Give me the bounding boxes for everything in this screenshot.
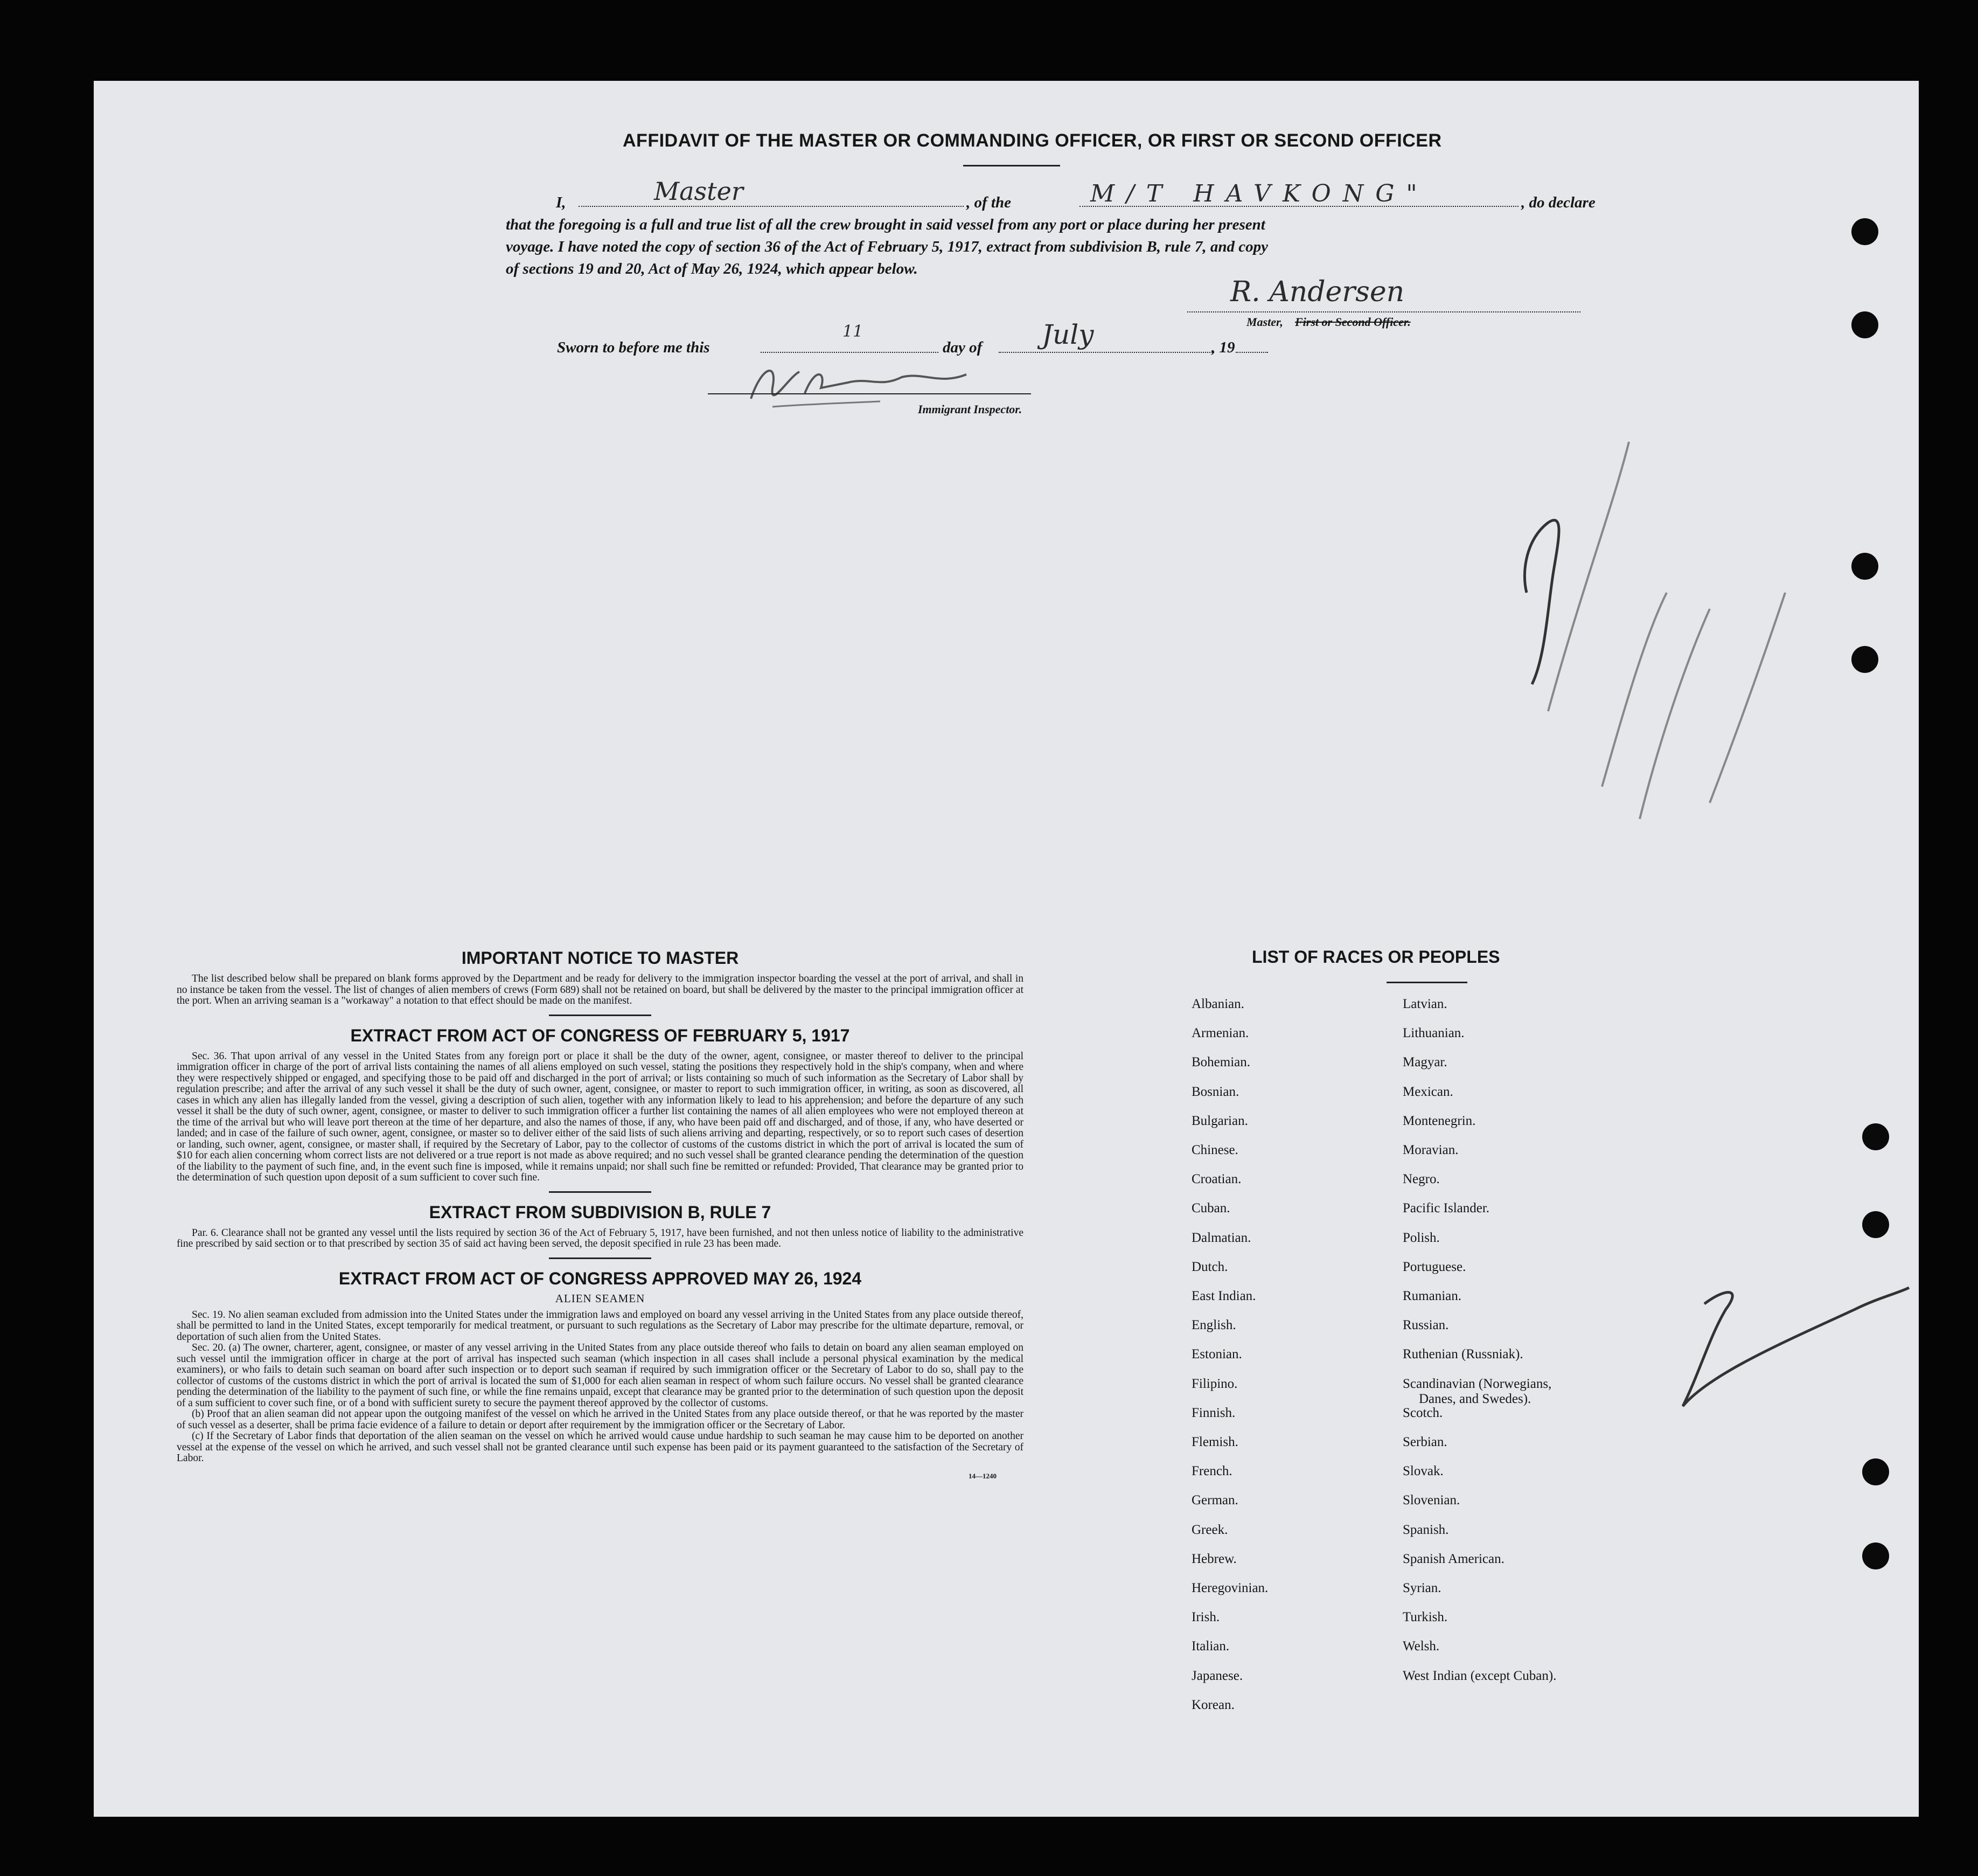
affidavit-title: AFFIDAVIT OF THE MASTER OR COMMANDING OFFICER, OR FIRST OR SECOND OFFICER [623, 130, 1442, 151]
race-item: Greek. [1192, 1522, 1228, 1537]
extract1924-title: EXTRACT FROM ACT OF CONGRESS APPROVED MAY 26, 1924 [338, 1268, 862, 1288]
race-item: Croatian. [1192, 1172, 1242, 1187]
race-item: Japanese. [1192, 1668, 1243, 1683]
race-item: Korean. [1192, 1697, 1235, 1712]
race-item: Bosnian. [1192, 1084, 1239, 1099]
binder-hole [1851, 218, 1878, 245]
race-item: Dalmatian. [1192, 1230, 1251, 1245]
affidavit-line1-suffix: , do declare [1521, 194, 1596, 211]
race-item: Negro. [1403, 1172, 1440, 1187]
race-item: German. [1192, 1493, 1238, 1508]
race-item: Flemish. [1192, 1435, 1238, 1449]
declarant-handwriting: Master [654, 177, 743, 206]
sworn-year: , 19 [1211, 339, 1235, 356]
race-item: Polish. [1403, 1230, 1440, 1245]
race-item: Filipino. [1192, 1376, 1238, 1391]
race-item: Slovenian. [1403, 1493, 1460, 1508]
notice-title: IMPORTANT NOTICE TO MASTER [461, 948, 739, 968]
race-item: Russian. [1403, 1318, 1449, 1333]
race-item: Portuguese. [1403, 1259, 1466, 1274]
race-item: Magyar. [1403, 1055, 1447, 1070]
notice-rule [549, 1015, 651, 1016]
affidavit-line1-mid: , of the [966, 194, 1011, 211]
binder-hole [1851, 553, 1878, 580]
race-item: Serbian. [1403, 1435, 1447, 1449]
race-item: Italian. [1192, 1639, 1230, 1654]
extract1917-rule [549, 1191, 651, 1193]
race-item: East Indian. [1192, 1289, 1256, 1303]
binder-hole [1862, 1123, 1889, 1150]
subdivisionB-title: EXTRACT FROM SUBDIVISION B, RULE 7 [429, 1202, 771, 1222]
race-item: Albanian. [1192, 997, 1244, 1011]
binder-hole [1862, 1211, 1889, 1238]
month-line [999, 352, 1214, 353]
master-signature: R. Andersen [1230, 276, 1405, 308]
subdivisionB-rule [549, 1257, 651, 1259]
race-item: Slovak. [1403, 1464, 1444, 1479]
race-item: Ruthenian (Russniak). [1403, 1347, 1523, 1362]
race-item: English. [1192, 1318, 1236, 1333]
signature-caption-struck: First or Second Officer. [1295, 315, 1411, 329]
binder-hole [1862, 1543, 1889, 1569]
declarant-line [579, 206, 964, 207]
extract1917-title: EXTRACT FROM ACT OF CONGRESS OF FEBRUARY 5, 1917 [350, 1025, 850, 1045]
affidavit-line3: voyage. I have noted the copy of section 36 of the Act of February 5, 1917, extract from subdivision B, rule 7, and copy [506, 238, 1268, 255]
race-item: Spanish. [1403, 1522, 1449, 1537]
race-item: Heregovinian. [1192, 1581, 1269, 1595]
race-item: Bohemian. [1192, 1055, 1251, 1070]
handwritten-mark [1677, 1277, 1914, 1471]
extract1924-subtitle: ALIEN SEAMEN [555, 1291, 645, 1305]
form-number: 14—1240 [969, 1471, 997, 1480]
race-item: Pacific Islander. [1403, 1201, 1490, 1216]
race-item: Moravian. [1403, 1143, 1459, 1157]
race-item: Scandinavian (Norwegians, [1403, 1376, 1552, 1391]
race-item: Lithuanian. [1403, 1026, 1465, 1041]
race-item: Scotch. [1403, 1405, 1443, 1420]
affidavit-line1-prefix: I, [556, 194, 566, 211]
document-page [94, 81, 1919, 1817]
race-item: Bulgarian. [1192, 1113, 1248, 1128]
race-item: Dutch. [1192, 1259, 1228, 1274]
race-item: Finnish. [1192, 1405, 1236, 1420]
sec20b-text: (b) Proof that an alien seaman did not appear upon the outgoing manifest of the vessel on which he arrived in the United States from any place outside thereof, or that he was reported by the master of such vessel as a deserter, shall be prima facie evidence of a failure to detain or deport after requirement by the immigration officer or the Secretary of Labor. [177, 1408, 1023, 1431]
races-title: LIST OF RACES OR PEOPLES [1252, 947, 1500, 967]
subdivisionB-text: Par. 6. Clearance shall not be granted any vessel until the lists required by section 36 of the Act of February 5, 1917, have been furnished, and not then unless notice of liability to the administrative fine prescribed by said section or to that prescribed by section 35 of said act having been served, the deposit specified in rule 23 has been made. [177, 1227, 1023, 1249]
day-line [761, 352, 938, 353]
binder-hole [1851, 311, 1878, 338]
race-item: French. [1192, 1464, 1232, 1479]
sworn-prefix: Sworn to before me this [557, 339, 710, 356]
sworn-month-handwriting: July [1042, 319, 1094, 350]
race-item: Rumanian. [1403, 1289, 1462, 1303]
race-item: West Indian (except Cuban). [1403, 1668, 1557, 1683]
affidavit-line4: of sections 19 and 20, Act of May 26, 1924, which appear below. [506, 260, 918, 277]
affidavit-line2: that the foregoing is a full and true list of all the crew brought in said vessel from any port or place during her present [506, 216, 1265, 233]
race-item: Chinese. [1192, 1143, 1238, 1157]
vessel-handwriting: M/T HAVKONG" [1090, 180, 1429, 207]
race-item: Montenegrin. [1403, 1113, 1476, 1128]
race-item: Mexican. [1403, 1084, 1453, 1099]
sworn-day-handwriting: 11 [842, 322, 863, 341]
races-rule [1387, 982, 1467, 983]
races-right-column [1403, 997, 1650, 1805]
extract1924-text [177, 1310, 1023, 1464]
signature-caption-master: Master, [1246, 315, 1283, 329]
race-item: Hebrew. [1192, 1551, 1237, 1566]
race-item: Latvian. [1403, 997, 1447, 1011]
title-rule [963, 165, 1060, 166]
race-item: Syrian. [1403, 1581, 1441, 1595]
sec20c-text: (c) If the Secretary of Labor finds that deportation of the alien seaman on the vessel on which he arrived would cause undue hardship to such seaman he may cause him to be deported on another vessel at the expense of the vessel on which he arrived, and such vessel shall not be granted clearance until such expense has been paid or its payment guaranteed to the satisfaction of the Secretary of Labor. [177, 1430, 1023, 1464]
race-item: Spanish American. [1403, 1551, 1505, 1566]
race-item: Turkish. [1403, 1610, 1448, 1625]
race-item: Irish. [1192, 1610, 1220, 1625]
race-item: Welsh. [1403, 1639, 1440, 1654]
year-line [1236, 352, 1268, 353]
binder-hole [1851, 646, 1878, 673]
inspector-line [708, 393, 1031, 394]
race-item: Cuban. [1192, 1201, 1230, 1216]
race-item: Danes, and Swedes). [1419, 1391, 1531, 1406]
race-item: Armenian. [1192, 1026, 1249, 1041]
binder-hole [1862, 1458, 1889, 1485]
inspector-caption: Immigrant Inspector. [918, 402, 1022, 416]
notice-text: The list described below shall be prepared on blank forms approved by the Department and be ready for delivery to the immigration inspector boarding the vessel at the port of arrival, and shall in no instance be taken from the vessel. The list of changes of alien members of crews (Form 689) shall not be retained on board, but shall be delivered by the master to the principal immigration officer at the port. When an arriving seaman is a "workaway" a notation to that effect should be made on the manifest. [177, 973, 1023, 1006]
races-left-column [1192, 997, 1380, 1805]
sec19-text: Sec. 19. No alien seaman excluded from admission into the United States under the immigration laws and employed on board any vessel arriving in the United States from any place outside thereof, shall be permitted to land in the United States, except temporarily for medical treatment, or pursuant to such regulations as the Secretary of Labor may prescribe for the ultimate departure, removal, or deportation of such alien from the United States. [177, 1309, 1023, 1343]
notice-column [177, 948, 1023, 1481]
sworn-mid: day of [943, 339, 983, 356]
handwritten-tally-marks [1516, 431, 1796, 840]
sec20a-text: Sec. 20. (a) The owner, charterer, agent, consignee, or master of any vessel arriving in the United States from any place outside thereof who fails to detain on board any alien seaman employed on such vessel until the immigration officer in charge at the port of arrival has inspected such seaman (which inspection in all cases shall include a personal physical examination by the medical examiners), or who fails to detain such seaman on board after such inspection or to deport such seaman if required by such immigration officer or the Secretary of Labor to do so, shall pay to the collector of customs of the customs district in which the port of arrival is located the sum of $1,000 for each alien seaman in respect of whom such failure occurs. No vessel shall be granted clearance pending the determination of the liability to the payment of such fine, or while the fine remains unpaid, except that clearance may be granted prior to the determination of such question upon the deposit of a sum sufficient to cover such fine, or of a bond with sufficient surety to secure the payment thereof approved by the collector of customs. [177, 1342, 1023, 1409]
race-item: Estonian. [1192, 1347, 1242, 1362]
extract1917-text: Sec. 36. That upon arrival of any vessel in the United States from any foreign port or place it shall be the duty of the owner, agent, consignee, or master thereof to deliver to the principal immigration officer in charge of the port of arrival lists containing the names of all aliens employed on such vessel, stating the positions they respectively hold in the ship's company, when and where they were respectively shipped or engaged, and specifying those to be paid off and discharged in the port of arrival; or lists containing so much of such information as the Secretary of Labor shall by regulation prescribe; and after the arrival of any such vessel it shall be the duty of such owner, agent, consignee, or master to report to such immigration officer, in writing, as soon as discovered, all cases in which any alien has illegally landed from the vessel, giving a description of such alien, together with any information likely to lead to his apprehension; and before the departure of any such vessel it shall be the duty of such owner, agent, consignee, or master to deliver to such immigration officer a further list containing the names of all alien employees who were not employed thereon at the time of the arrival but who will leave port thereon at the time of her departure, and also the names of those, if any, who have been paid off and discharged, and of those, if any, who have deserted or landed; and in case of the failure of such owner, agent, consignee, or master so to deliver either of the said lists of such aliens arriving and departing, respectively, or so to report such cases of desertion or landing, such owner, agent, consignee, or master shall, if required by the Secretary of Labor, pay to the collector of customs of the customs district in which the port of arrival is located the sum of $10 for each alien concerning whom correct lists are not delivered or a true report is not made as above required; and no such vessel shall be granted clearance pending the determination of the question of the liability to the payment of such fine, and, in the event such fine is imposed, while it remains unpaid; nor shall such fine be remitted or refunded: Provided, That clearance may be granted prior to the determination of such question upon deposit of a sum sufficient to cover such fine. [177, 1050, 1023, 1183]
